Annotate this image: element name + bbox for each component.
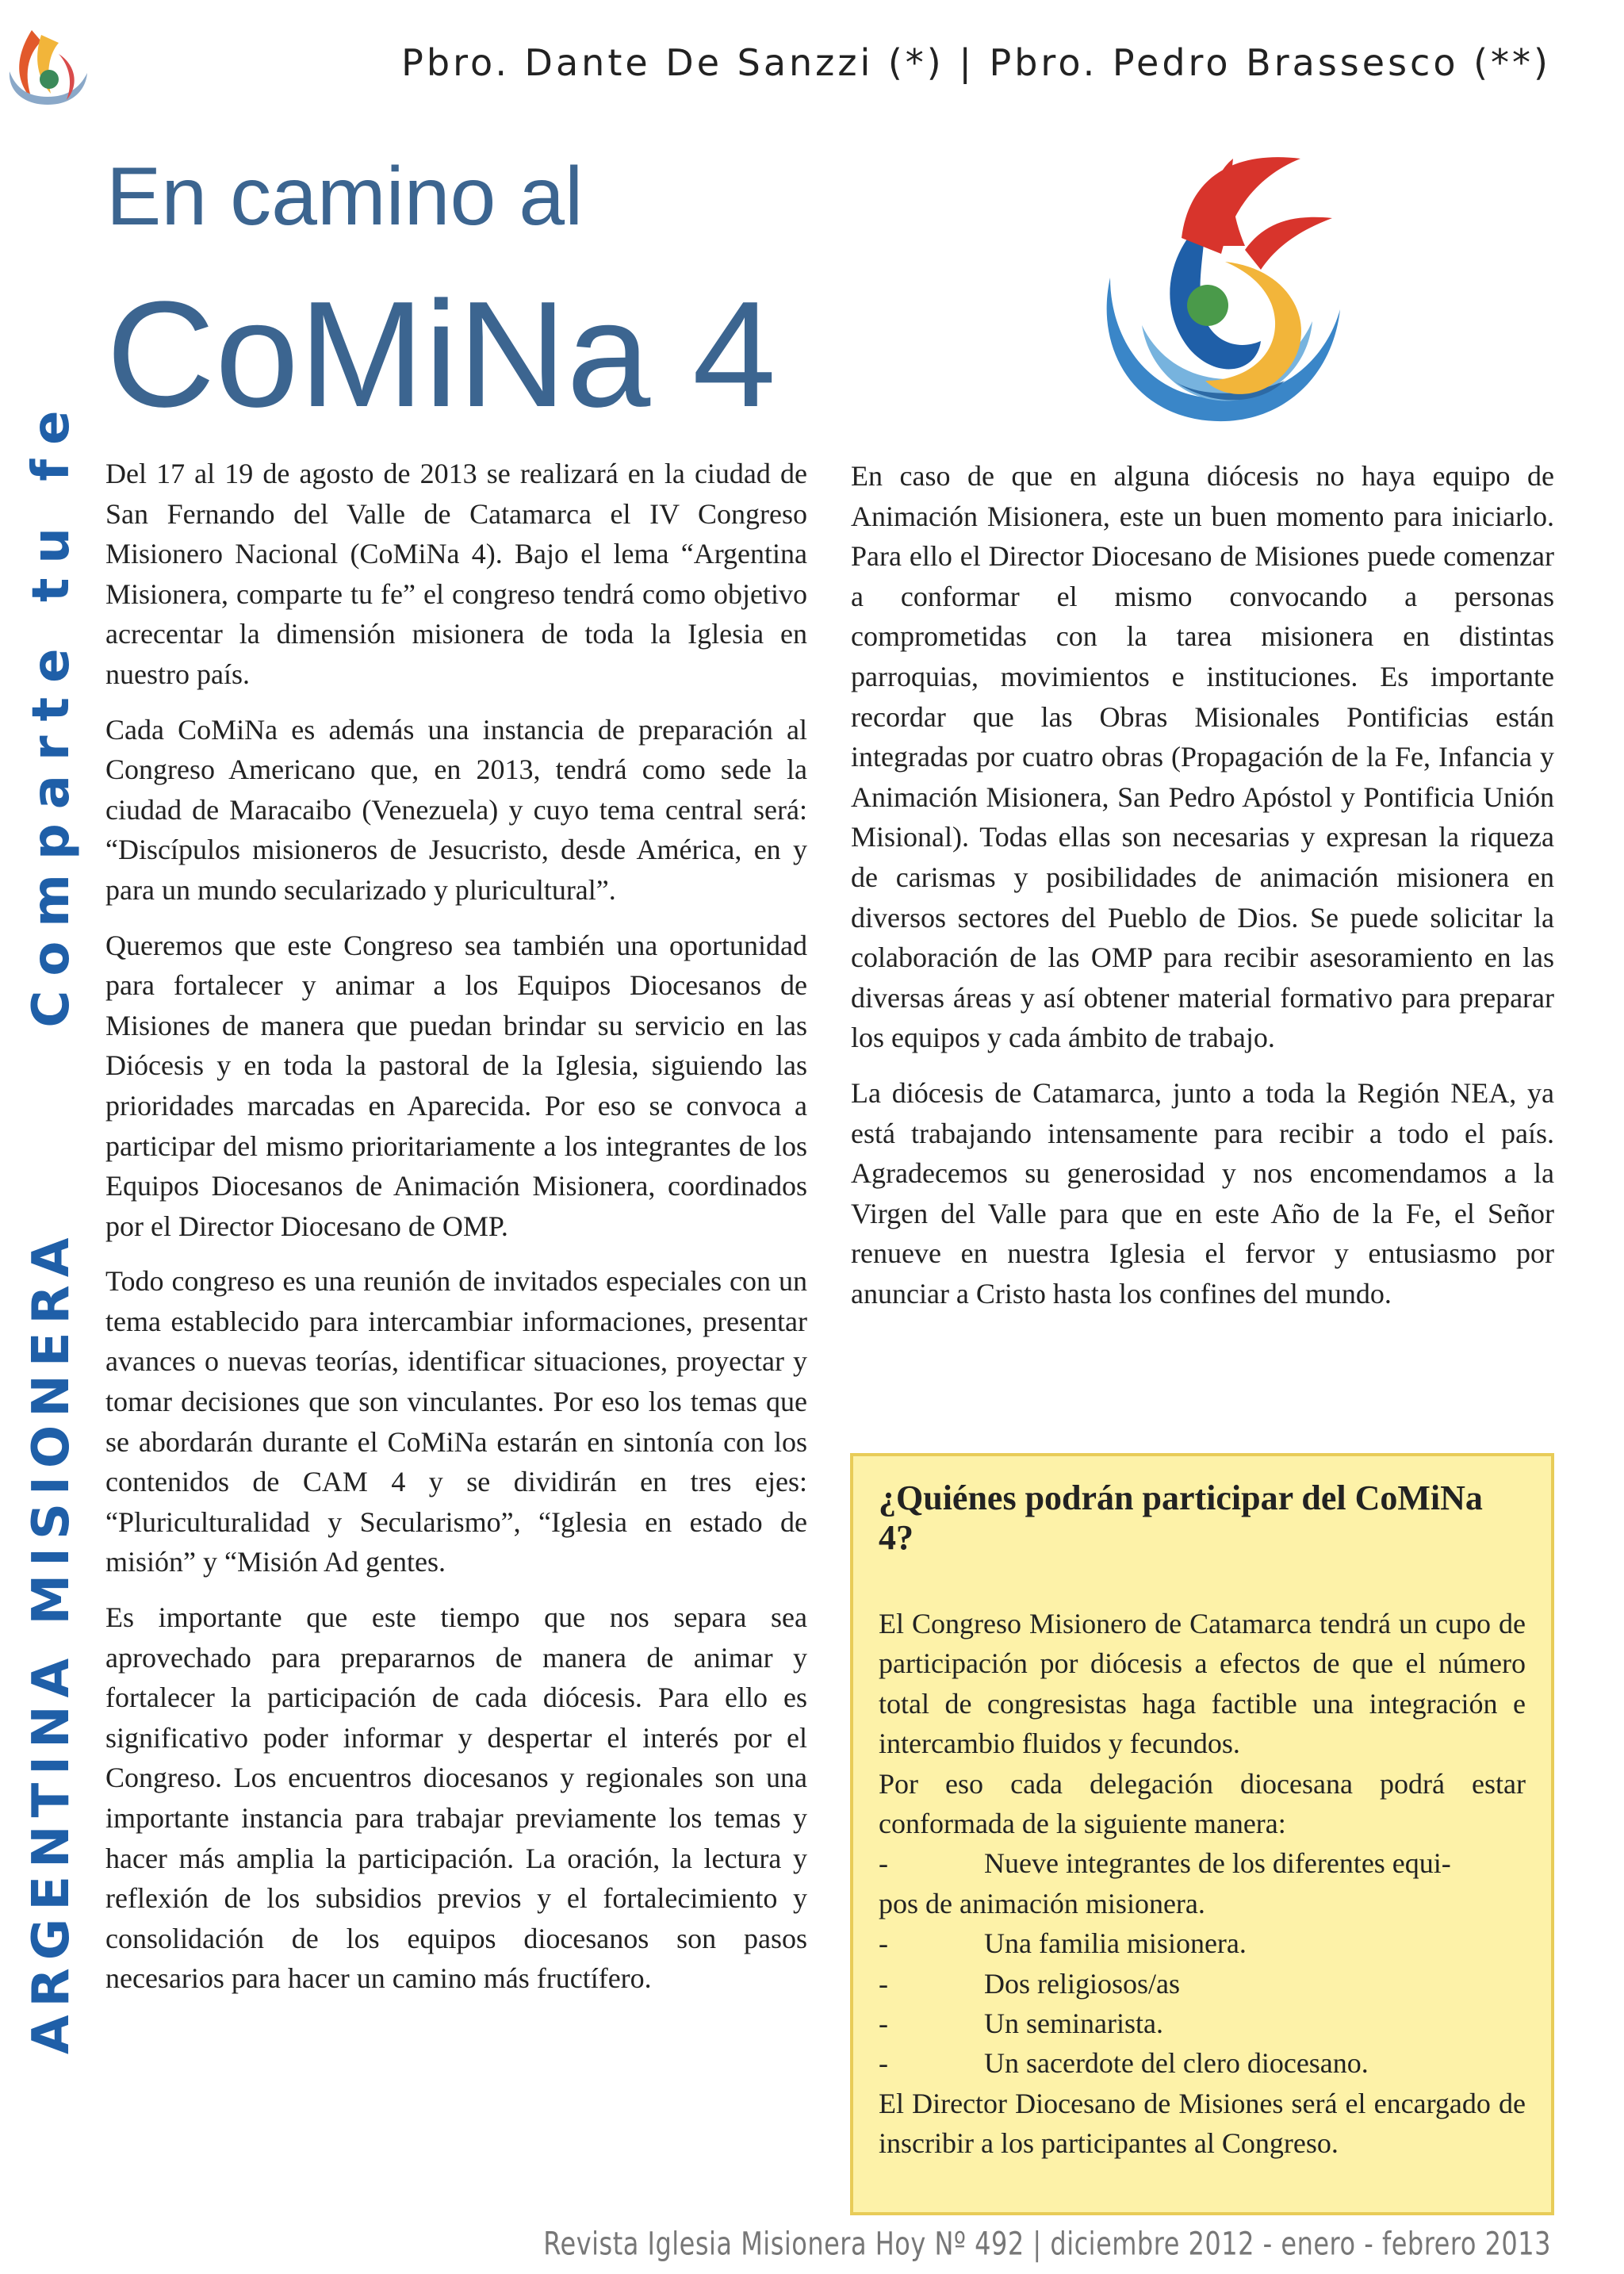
box-intro: El Congreso Misionero de Catamarca tendrá un cupo de participación por diócesis a efectos de que el número total de congresistas haga factible una integración e intercambio fluidos y fecundos. [879, 1608, 1526, 1760]
list-item [879, 1964, 1526, 2004]
box-body [879, 1604, 1526, 2164]
list-item [879, 1843, 1526, 1883]
box-lead: Por eso cada delegación diocesana podrá estar conformada de la siguiente manera: [879, 1767, 1526, 1840]
section-label-main: ARGENTINA MISIONERA [22, 1229, 81, 2054]
list-item-text: Nueve integrantes de los diferentes equi- [984, 1847, 1451, 1880]
section-label-sub: Comparte tu fe [22, 396, 81, 1028]
list-dash: - [879, 1927, 888, 1960]
paragraph: En caso de que en alguna diócesis no haya equipo de Animación Misionera, este un buen momento para iniciarlo. Para ello el Director Diocesano de Misiones puede comenzar a conformar el mismo convocando a personas comprometidas con la tarea misionera en distintas parroquias, movimientos e instituciones. Es importante recordar que las Obras Misionales Pontificias están integradas por cuatro obras (Propagación de la Fe, Infancia y Animación Misionera, San Pedro Apóstol y Pontificia Unión Misional). Todas ellas son necesarias y expresan la riqueza de carismas y posibilidades de animación misionera en diversos sectores del Pueblo de Dios. Se puede solicitar la colaboración de las OMP para recibir asesoramiento en las diversas áreas y así obtener material formativo para preparar los equipos y cada ámbito de trabajo. [851, 460, 1554, 1054]
list-item-continuation: pos de animación misionera. [879, 1887, 1205, 1919]
vertical-section-label [22, 396, 81, 2054]
title-line-2: CoMiNa 4 [106, 270, 776, 439]
paragraph: Es importante que este tiempo que nos separa sea aprovechado para prepararnos de manera de animar y fortalecer la participación de cada diócesis. Para ello es significativo poder informar y despertar el interés por el Congreso. Los encuentros diocesanos y regionales son una importante instancia para trabajar previamente los temas y hacer más amplia la participación. La oración, la lectura y reflexión de los subsidios previos y el fortalecimiento y consolidación de los equipos diocesanos son pasos necesarios para hacer un camino más fructífero. [105, 1601, 807, 1995]
paragraph: Cada CoMiNa es además una instancia de preparación al Congreso Americano que, en 2013, tendrá como sede la ciudad de Maracaibo (Venezuela) y cuyo tema central será: “Discípulos misioneros de Jesucristo, desde América, en y para un mundo secularizado y pluricultural”. [105, 713, 807, 906]
participants-box [850, 1453, 1554, 2215]
magazine-logo [0, 24, 95, 111]
box-closing: El Director Diocesano de Misiones será el encargado de inscribir a los participantes al Congreso. [879, 2087, 1526, 2160]
list-dash: - [879, 1967, 888, 2000]
title-line-1: En camino al [106, 151, 584, 243]
list-item-text: Un seminarista. [984, 2007, 1163, 2040]
left-column [105, 454, 807, 2014]
list-item [879, 2043, 1526, 2083]
list-dash: - [879, 2007, 888, 2040]
list-item [879, 2004, 1526, 2043]
list-item-text: Una familia misionera. [984, 1927, 1247, 1960]
list-item-text: Dos religiosos/as [984, 1967, 1180, 2000]
paragraph: Del 17 al 19 de agosto de 2013 se realizará en la ciudad de San Fernando del Valle de Catamarca el IV Congreso Misionero Nacional (CoMiNa 4). Bajo el lema “Argentina Misionera, comparte tu fe” el congreso tendrá como objetivo acrecentar la dimensión misionera de toda la Iglesia en nuestro país. [105, 458, 807, 690]
list-dash: - [879, 2047, 888, 2080]
list-item [879, 1923, 1526, 1963]
box-title: ¿Quiénes podrán participar del CoMiNa 4? [879, 1478, 1483, 1557]
paragraph: La diócesis de Catamarca, junto a toda la Región NEA, ya está trabajando intensamente para recibir a todo el país. Agradecemos su generosidad y nos encomendamos a la Virgen del Valle para que en este Año de la Fe, el Señor renueve en nuestra Iglesia el fervor y entusiasmo por anunciar a Cristo hasta los confines del mundo. [851, 1076, 1554, 1310]
header-authors: Pbro. Dante De Sanzzi (*) | Pbro. Pedro Brassesco (**) [401, 41, 1551, 84]
comina-logo [1063, 143, 1364, 460]
right-column [851, 456, 1554, 1329]
list-item-text: Un sacerdote del clero diocesano. [984, 2047, 1369, 2080]
footer: Revista Iglesia Misionera Hoy Nº 492 | diciembre 2012 - enero - febrero 2013 [543, 2225, 1551, 2263]
paragraph: Queremos que este Congreso sea también una oportunidad para fortalecer y animar a los Equipos Diocesanos de Misiones de manera que puedan brindar su servicio en las Diócesis y en toda la pastoral de la Iglesia, siguiendo las prioridades marcadas en Aparecida. Por eso se convoca a participar del mismo prioritariamente a los integrantes de los Equipos Diocesanos de Animación Misionera, coordinados por el Director Diocesano de OMP. [105, 929, 807, 1242]
paragraph: Todo congreso es una reunión de invitados especiales con un tema establecido para intercambiar informaciones, presentar avances o nuevas teorías, identificar situaciones, proyectar y tomar decisiones que son vinculantes. Por eso los temas que se abordarán durante el CoMiNa estarán en sintonía con los contenidos de CAM 4 y se dividirán en tres ejes: “Pluriculturalidad y Secularismo”, “Iglesia en estado de misión” y “Misión Ad gentes. [105, 1265, 807, 1578]
list-dash: - [879, 1847, 888, 1880]
